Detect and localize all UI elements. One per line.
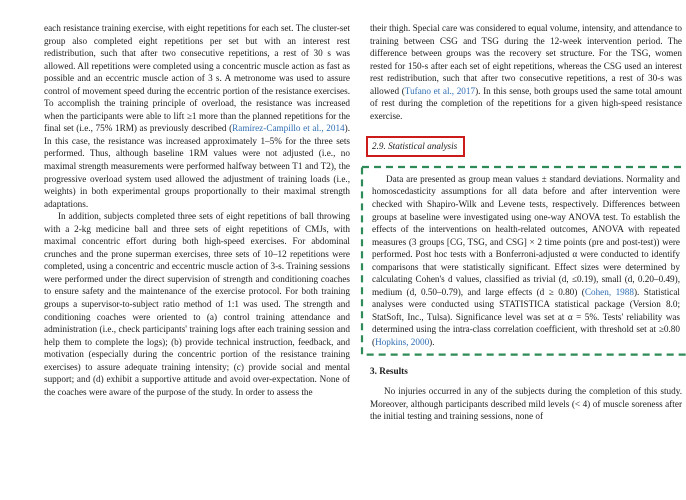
citation-tufano[interactable]: Tufano et al., 2017 <box>404 85 476 96</box>
right-paragraph-1-tail: ). In this sense, both groups used the same total amount of rest during the completion of the repetitions for a given high-speed resistance exercise. <box>370 85 682 121</box>
citation-cohen[interactable]: Cohen, 1988 <box>584 286 634 297</box>
left-paragraph-1 <box>44 22 350 210</box>
right-paragraph-1 <box>370 22 682 122</box>
citation-hopkins[interactable]: Hopkins, 2000 <box>375 337 430 348</box>
statistical-analysis-box <box>362 167 686 355</box>
stats-text-middle: ). Statistical analyses were conducted using STATISTICA statistical package (Version 8.0; StatSoft, Inc., Tulsa). Significance level was set at α = 5%. Tests' reliability was determined using the intra-class correlation coefficient, with threshold set at ≥0.80 ( <box>372 286 680 348</box>
right-column <box>370 22 682 423</box>
section-heading-statistical-analysis: 2.9. Statistical analysis <box>366 136 465 157</box>
left-paragraph-2: In addition, subjects completed three sets of eight repetitions of ball throwing with a 2-kg medicine ball and three sets of eight repetitions of CMJs, with maximal concentric effort during both high-speed exercises. For abdominal crunches and the prone superman exercises, three sets of 10–12 repetitions were completed, using a concentric and eccentric muscle action of 3-s. Training sessions were performed under the direct supervision of strength and conditioning coaches to ensure safety and the maintenance of the exercise protocol. For both training groups a supervisor-to-subject ratio method of 1:1 was used. The strength and conditioning coaches were oriented to (a) control training attendance and administration (i.e., check participants' training logs after each training session and help them to complete the logs); (b) provide technical instruction, feedback, and motivation (especially during the concentric portion of the resistance training exercises) to assure adequate training intensity; (c) provide social and mental support; and (d) exhibit a supportive attitude and avoid over-expectation. None of the coaches were aware of the purpose of the study. In order to assess the <box>44 211 350 397</box>
stats-text: Data are presented as group mean values ± standard deviations. Normality and homoscedasticity assumptions for all data before and after intervention were checked with Shapiro-Wilk and Levene tests, respectively. Differences between groups at baseline were investigated using one-way ANOVA test. To establish the effects of the interventions on health-related outcomes, ANOVA with repeated measures (3 groups [CG, TSG, and CSG] × 2 time points (pre and post-test)) were performed. Post hoc tests with a Bonferroni-adjusted α were conducted to identify comparisons that were statistically significant. Effect sizes were determined by calculating Cohen's d values, classified as trivial (d, ≤0.19), small (d, 0.20–0.49), medium (d, 0.50–0.79), and large effects (d ≥ 0.80) ( <box>372 173 680 297</box>
stats-text-end: ). <box>429 337 435 348</box>
statistical-analysis-paragraph <box>372 173 680 349</box>
results-paragraph: No injuries occurred in any of the subjects during the completion of this study. Moreover, although participants described mild levels (< 4) of muscle soreness after the initial testing and training sessions, none of <box>370 386 682 422</box>
left-column <box>44 22 350 398</box>
section-heading-results: 3. Results <box>370 365 408 376</box>
left-paragraph-1-text: each resistance training exercise, with eight repetitions for each set. The cluster-set group also completed eight repetitions per set but with an interest rest redistribution, such that after two consecutive repetitions, a rest of 30 s was allowed. All repetitions were completed using a concentric muscle action as fast as possible and an eccentric muscle action of 3 s. A metronome was used to assure control of movement speed during the eccentric portion of the resistance exercises. To accomplish the training principle of overload, the resistance was increased when the participants were able to lift ≥1 more than the planned repetitions for the final set (i.e., 75% 1RM) as previously described ( <box>44 23 350 134</box>
left-paragraph-1-tail: ). In this case, the resistance was increased approximately 1–5% for the three sets performed. Thus, although baseline 1RM values were not adjusted (i.e., no maximal strength measurements were performed halfway between T1 and T2), the progressive overload system used allowed the adjustment of training loads (i.e., weights) in both experimental groups proportionally to their maximal strength adaptations. <box>44 123 350 209</box>
right-paragraph-1-text: their thigh. Special care was considered to equal volume, intensity, and attendance to training between CSG and TSG during the 12-week intervention period. The difference between groups was the recovery set structure. For the TSG, women rested for 150-s after each set of eight repetitions, whereas the CSG used an interest rest redistribution, such that after two consecutive repetitions, a rest of 30-s was allowed ( <box>370 23 682 96</box>
citation-ramirez-campillo[interactable]: Ramírez-Campillo et al., 2014 <box>232 123 345 134</box>
